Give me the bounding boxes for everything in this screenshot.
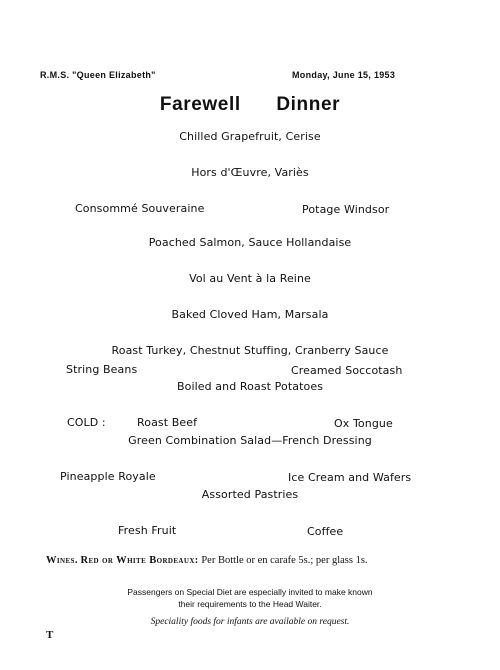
footer-mark: T — [46, 629, 54, 641]
course-consomme: Consommé Souveraine — [75, 202, 205, 215]
course-potage: Potage Windsor — [302, 203, 390, 216]
course-hors-doeuvre: Hors d'Œuvre, Variès — [191, 166, 309, 179]
diet-note-line1: Passengers on Special Diet are especially invited to make known — [127, 587, 373, 597]
wines-label: Wines. — [46, 555, 78, 566]
menu-date: Monday, June 15, 1953 — [292, 70, 396, 80]
course-fruit: Fresh Fruit — [118, 524, 177, 537]
course-grapefruit: Chilled Grapefruit, Cerise — [179, 130, 321, 143]
wines-price: Per Bottle or en carafe 5s.; per glass 1s. — [201, 555, 368, 566]
course-salmon: Poached Salmon, Sauce Hollandaise — [148, 236, 352, 249]
course-potatoes: Boiled and Roast Potatoes — [176, 380, 324, 393]
wines-line — [46, 555, 368, 566]
menu-title: Farewell Dinner — [159, 94, 341, 115]
course-pastries: Assorted Pastries — [201, 488, 299, 501]
course-succotash: Creamed Soccotash — [291, 364, 403, 377]
course-turkey: Roast Turkey, Chestnut Stuffing, Cranberry Sauce — [111, 344, 389, 357]
course-roast-beef: Roast Beef — [137, 416, 198, 429]
wines-type: Red or White Bordeaux: — [80, 555, 199, 566]
diet-note-line2: their requirements to the Head Waiter. — [178, 599, 322, 609]
course-ox-tongue: Ox Tongue — [334, 417, 393, 430]
course-ham: Baked Cloved Ham, Marsala — [171, 308, 329, 321]
infants-note: Speciality foods for infants are available on request. — [150, 617, 350, 627]
course-string-beans: String Beans — [66, 363, 138, 376]
course-coffee: Coffee — [307, 525, 344, 538]
course-ice-cream: Ice Cream and Wafers — [288, 471, 412, 484]
course-salad: Green Combination Salad—French Dressing — [128, 434, 372, 447]
course-pineapple: Pineapple Royale — [60, 470, 156, 483]
ship-name: R.M.S. "Queen Elizabeth" — [40, 70, 156, 80]
cold-label: COLD : — [67, 416, 106, 429]
course-vol-au-vent: Vol au Vent à la Reine — [189, 272, 311, 285]
